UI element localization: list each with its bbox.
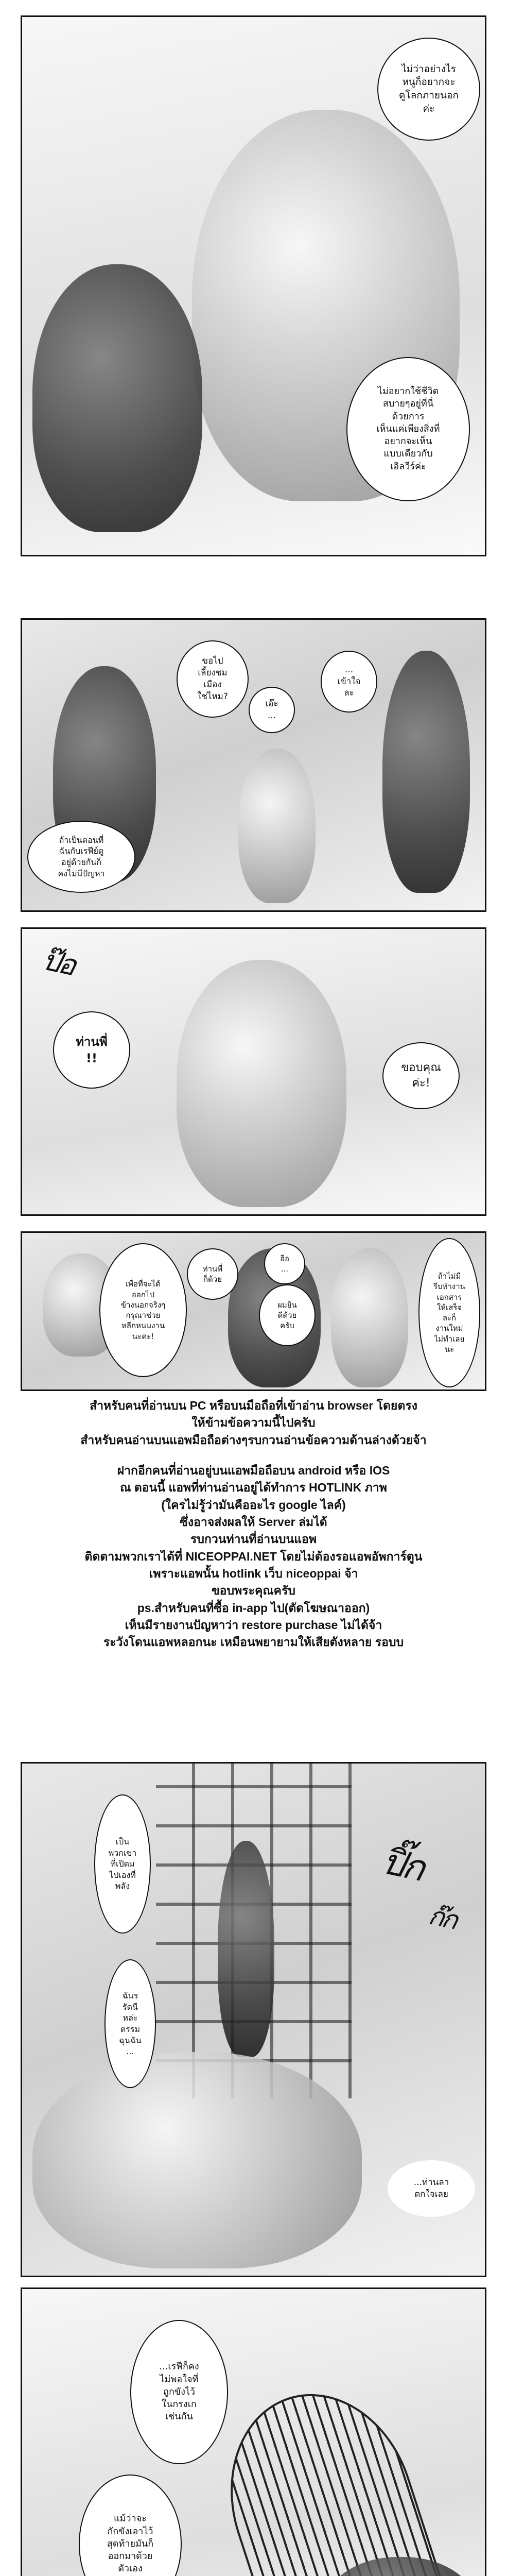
sound-effect: ก๊ก: [426, 1900, 459, 1935]
speech-bubble: อือ ...: [264, 1243, 305, 1284]
notice-paragraph: ฝากอีกคนที่อ่านอยู่บนแอพมือถือบน android หรือ IOS ณ ตอนนี้ แอพที่ท่านอ่านอยู่ได้ทำการ HOTLINK ภาพ (ใครไม่รู้ว่ามันคืออะไร google ไลค์) ซึ่งอาจส่งผลให้ Server ล่มได้ รบกวนท่านที่อ่านบนแอพ ติดตามพวกเราได้ที่ NICEOPPAI.NET โดยไม่ต้องรอแอพอัพการ์ตูน เพราะแอพนั้น hotlink เว็บ niceoppai จ้า ขอบพระคุณครับ ps.สำหรับคนที่ซื้อ in-app ไป(ตัดโฆษณาออก) เห็นมีรายงานปัญหาว่า restore purchase ไม่ได้จ้า ระวังโดนแอพหลอกนะ เหมือนพยายามให้เสียตังหลาย รอบบ: [84, 1464, 423, 1649]
speech-bubble: แม้ว่าจะ กักขังเอาไว้ สุดท้ายมันก็ ออกมาด้วย ตัวเอง: [79, 2475, 182, 2576]
speech-bubble: เอ๊ะ ...: [249, 687, 295, 733]
site-notice: [31, 1397, 476, 1651]
speech-bubble: ไม่อยากใช้ชีวิต สบายๆอยู่ที่นี่ ด้วยการ เห็นแค่เพียงสิ่งที่ อยากจะเห็น แบบเดียวกับ เอิลวีร์ค่ะ: [346, 357, 470, 501]
speech-bubble: ...เรฟีก็คง ไม่พอใจที่ ถูกขังไว้ ในกรงเก เช่นกัน: [130, 2320, 228, 2464]
speech-bubble: ฉันร รัดนี หล่ะ ตรรม ฉุนฉัน ...: [104, 1959, 156, 2088]
sound-effect: ป๊อ: [39, 943, 78, 982]
man-face: [32, 264, 202, 532]
speech-text: ...ท่านลา ตกใจเลย: [388, 2160, 475, 2217]
panel-3: [21, 927, 486, 1216]
panel-6: [21, 2287, 486, 2576]
girl-figure: [238, 749, 316, 903]
panel-4: [21, 1231, 486, 1391]
speech-bubble: ขอบคุณ ค่ะ!: [382, 1042, 460, 1109]
speech-bubble: ... เข้าใจ ละ: [321, 651, 377, 713]
man-back-figure: [382, 651, 470, 893]
girl-face: [177, 960, 346, 1207]
speech-bubble: ไม่ว่าอย่างไร หนูก็อยากจะ ดูโลกภายนอก ค่ะ: [377, 38, 480, 141]
speech-bubble: เป็น พวกเขา ที่เปิดม ไปเองที่ พลัง: [94, 1794, 151, 1934]
panel-1: [21, 15, 486, 556]
notice-paragraph: สำหรับคนที่อ่านบน PC หรือบนมือถือที่เข้าอ่าน browser โดยตรง ให้ข้ามข้อความนี้ไปครับ สำหรับคนอ่านบนแอพมือถือต่างๆรบกวนอ่านข้อความด้านล่างด้วยจ้า: [80, 1399, 427, 1447]
speech-bubble: ขอไป เลี้ยงชม เมือง ใช่ไหม?: [177, 640, 249, 718]
panel-2: [21, 618, 486, 912]
speech-bubble: ท่านพี่ ก็ด้วย: [187, 1248, 238, 1300]
speech-bubble: ท่านพี่ !!: [53, 1011, 130, 1089]
bird-cage: [203, 2370, 444, 2576]
speech-bubble: ถ้าไม่มี รีบทำงาน เอกสาร ให้เสร็จ ละก็ งานใหม่ ไม่ทำเลย นะ: [418, 1238, 480, 1387]
sound-effect: ปิ๊ก: [378, 1839, 427, 1890]
speech-bubble: เพื่อที่จะได้ ออกไป ข้างนอกจริงๆ กรุณาช่วย หลีกหนมงาน นะคะ!: [99, 1243, 187, 1377]
speech-bubble: ผมยิน ดีด้วย ครับ: [259, 1284, 316, 1346]
man-figure: [331, 1248, 408, 1387]
speech-bubble: ถ้าเป็นตอนที่ ฉันกับเรฟีย์ดู อยู่ด้วยกันก็ คงไม่มีปัญหา: [27, 821, 135, 893]
girl-face: [32, 2052, 362, 2268]
man-figure: [218, 1841, 274, 2057]
panel-5: [21, 1762, 486, 2277]
